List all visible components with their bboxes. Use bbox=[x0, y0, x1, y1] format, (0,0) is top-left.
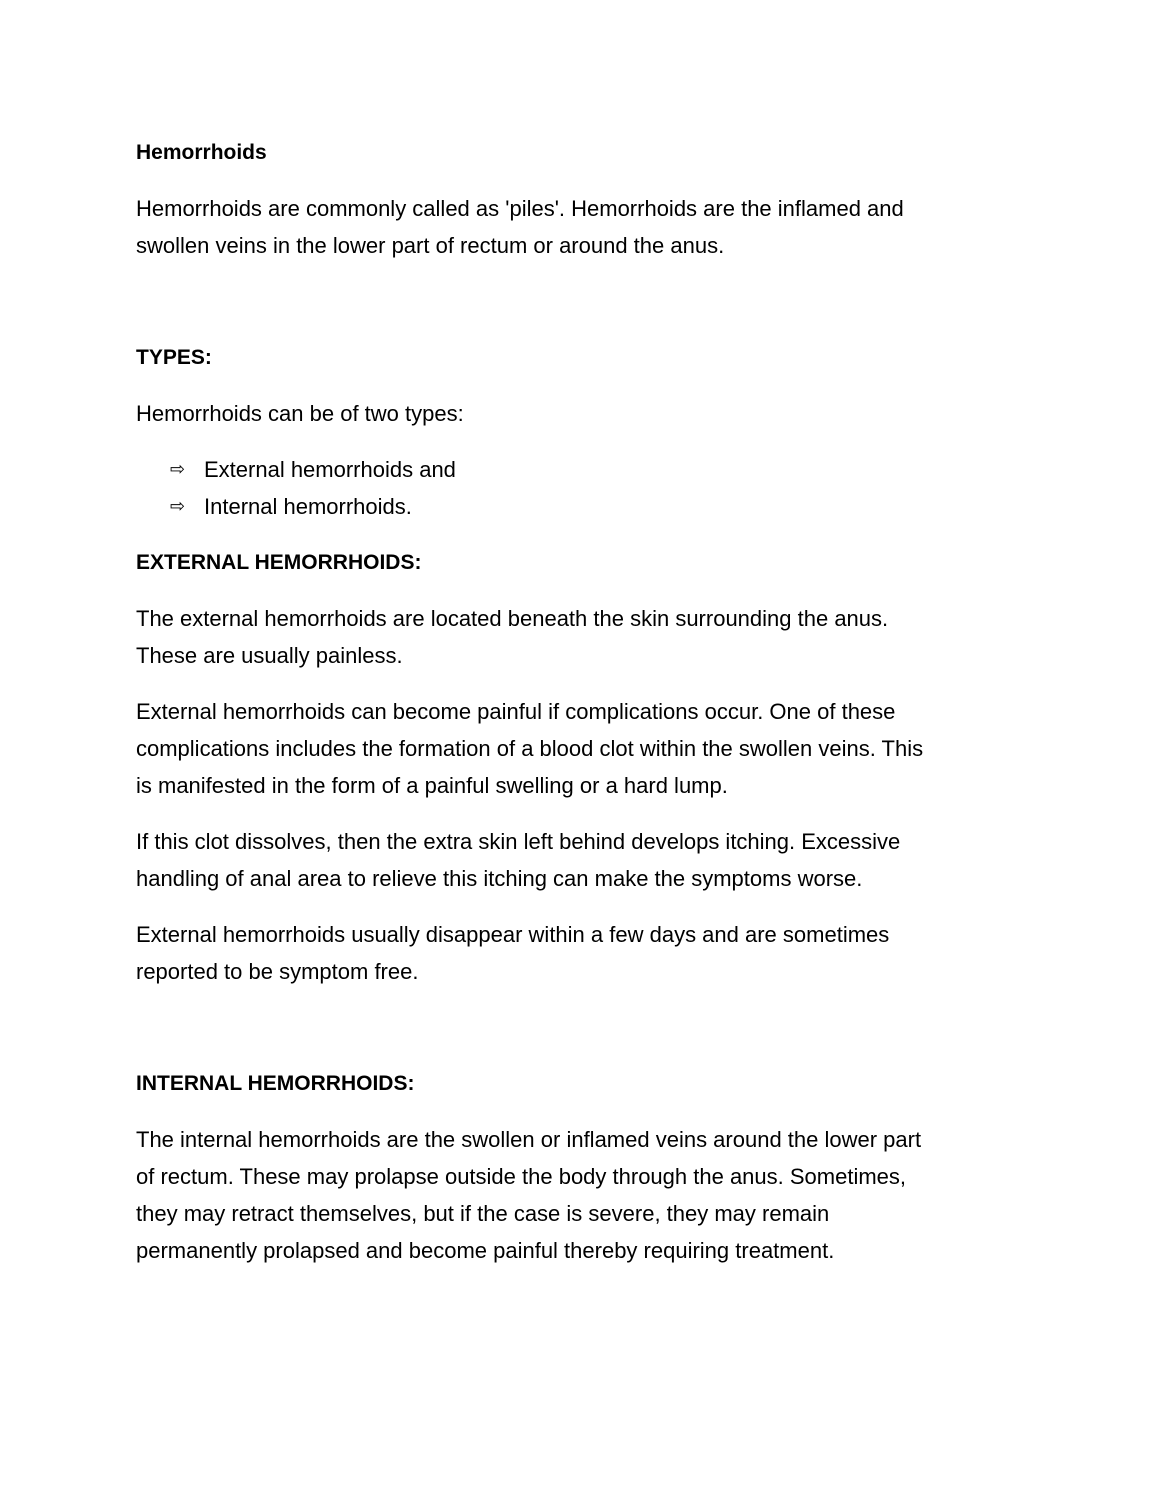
paragraph-line: complications includes the formation of a blood clot within the swollen veins. This bbox=[136, 736, 924, 761]
types-list bbox=[136, 451, 1026, 525]
paragraph-line: External hemorrhoids usually disappear within a few days and are sometimes bbox=[136, 922, 890, 947]
list-item bbox=[136, 451, 1026, 488]
document-body bbox=[136, 134, 1026, 1288]
external-heading: EXTERNAL HEMORRHOIDS: bbox=[136, 551, 422, 574]
paragraph-line: handling of anal area to relieve this itching can make the symptoms worse. bbox=[136, 866, 863, 891]
paragraph-line: is manifested in the form of a painful swelling or a hard lump. bbox=[136, 773, 728, 798]
section-spacer bbox=[136, 1009, 1026, 1065]
list-item-label: Internal hemorrhoids. bbox=[204, 494, 412, 519]
types-intro: Hemorrhoids can be of two types: bbox=[136, 401, 464, 426]
paragraph-line: of rectum. These may prolapse outside the body through the anus. Sometimes, bbox=[136, 1164, 907, 1189]
external-paragraph bbox=[136, 600, 1026, 674]
paragraph-line: External hemorrhoids can become painful if complications occur. One of these bbox=[136, 699, 896, 724]
intro-line: Hemorrhoids are commonly called as 'piles'. Hemorrhoids are the inflamed and bbox=[136, 196, 904, 221]
paragraph-line: If this clot dissolves, then the extra skin left behind develops itching. Excessive bbox=[136, 829, 901, 854]
paragraph-line: reported to be symptom free. bbox=[136, 959, 419, 984]
external-paragraph bbox=[136, 916, 1026, 990]
paragraph-line: The internal hemorrhoids are the swollen or inflamed veins around the lower part bbox=[136, 1127, 922, 1152]
intro-paragraph bbox=[136, 190, 1026, 264]
types-heading: TYPES: bbox=[136, 346, 212, 369]
list-item-label: External hemorrhoids and bbox=[204, 457, 456, 482]
document-title: Hemorrhoids bbox=[136, 141, 267, 164]
paragraph-line: they may retract themselves, but if the case is severe, they may remain bbox=[136, 1201, 830, 1226]
paragraph-line: permanently prolapsed and become painful thereby requiring treatment. bbox=[136, 1238, 835, 1263]
internal-paragraph bbox=[136, 1121, 1026, 1269]
arrow-right-outline-icon: ⇨ bbox=[170, 459, 186, 480]
intro-line: swollen veins in the lower part of rectum or around the anus. bbox=[136, 233, 725, 258]
list-item bbox=[136, 488, 1026, 525]
external-paragraph bbox=[136, 823, 1026, 897]
paragraph-line: The external hemorrhoids are located beneath the skin surrounding the anus. bbox=[136, 606, 889, 631]
external-paragraph bbox=[136, 693, 1026, 804]
section-spacer bbox=[136, 283, 1026, 339]
arrow-right-outline-icon: ⇨ bbox=[170, 496, 186, 517]
internal-heading: INTERNAL HEMORRHOIDS: bbox=[136, 1072, 415, 1095]
paragraph-line: These are usually painless. bbox=[136, 643, 403, 668]
